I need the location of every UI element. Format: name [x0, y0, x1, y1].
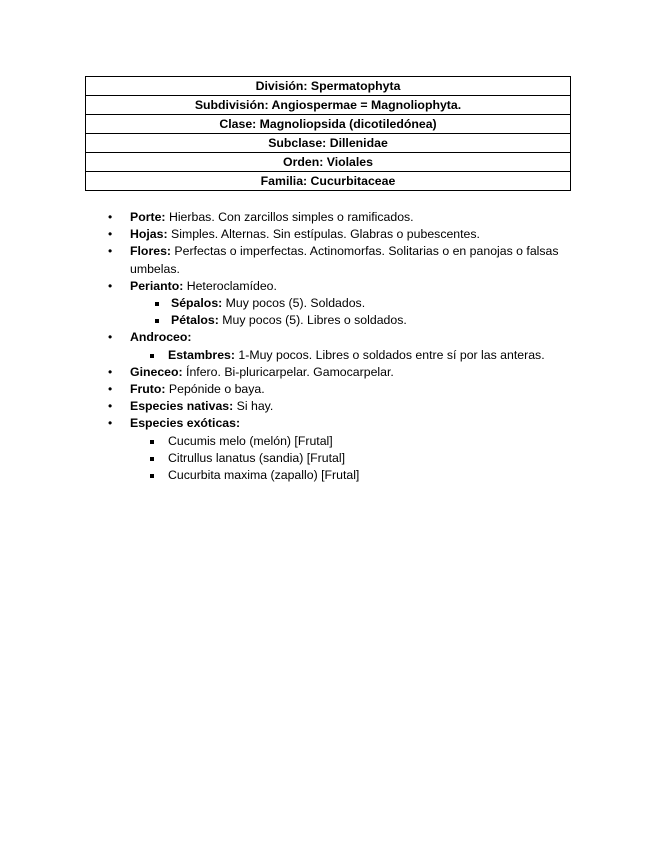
item-text: Muy pocos (5). Soldados. — [222, 296, 366, 311]
item-label: Perianto: — [130, 278, 184, 293]
taxonomy-subdivision: Subdivisión: Angiospermae = Magnoliophyta. — [86, 96, 571, 115]
taxonomy-division: División: Spermatophyta — [86, 77, 571, 96]
list-item-hojas — [108, 226, 578, 243]
item-label: Sépalos: — [171, 296, 223, 311]
item-text: Ínfero. Bi-pluricarpelar. Gamocarpelar. — [182, 364, 394, 379]
item-label: Flores: — [130, 244, 171, 259]
square-bullet-icon — [155, 319, 159, 323]
item-text: Heteroclamídeo. — [183, 278, 277, 293]
taxonomy-class: Clase: Magnoliopsida (dicotiledónea) — [86, 115, 571, 134]
square-bullet-icon — [150, 440, 154, 444]
sub-item-sepalos — [108, 295, 578, 312]
bullet-icon: • — [108, 227, 113, 242]
species-name: Cucurbita maxima (zapallo) [Frutal] — [168, 468, 360, 483]
item-text: Si hay. — [233, 399, 274, 414]
item-text: Simples. Alternas. Sin estípulas. Glabras o pubescentes. — [167, 227, 480, 242]
bullet-icon: • — [108, 399, 113, 414]
list-item-porte — [108, 209, 578, 226]
square-bullet-icon — [150, 457, 154, 461]
taxonomy-row — [86, 153, 571, 172]
taxonomy-order: Orden: Violales — [86, 153, 571, 172]
item-label: Fruto: — [130, 382, 166, 397]
list-item-flores — [108, 243, 578, 277]
item-label: Especies exóticas: — [130, 416, 241, 431]
item-text: Hierbas. Con zarcillos simples o ramificados. — [165, 210, 414, 224]
square-bullet-icon — [150, 474, 154, 478]
list-item-androceo — [108, 329, 578, 346]
taxonomy-row — [86, 134, 571, 153]
bullet-icon: • — [108, 364, 113, 379]
taxonomy-subclass: Subclase: Dillenidae — [86, 134, 571, 153]
description-list — [108, 209, 578, 484]
item-text: Perfectas o imperfectas. Actinomorfas. Solitarias o en panojas o falsas umbelas. — [130, 244, 559, 276]
bullet-icon: • — [108, 244, 113, 259]
item-label: Pétalos: — [171, 313, 219, 328]
taxonomy-row — [86, 77, 571, 96]
item-label: Porte: — [130, 210, 166, 224]
bullet-icon: • — [108, 210, 113, 224]
item-label: Hojas: — [130, 227, 168, 242]
bullet-icon: • — [108, 278, 113, 293]
list-item-gineceo — [108, 364, 578, 381]
list-item-especies-nativas — [108, 398, 578, 415]
item-label: Especies nativas: — [130, 399, 234, 414]
item-text: 1-Muy pocos. Libres o soldados entre sí por las anteras. — [234, 347, 545, 362]
species-list-item — [108, 450, 578, 467]
species-list-item — [108, 467, 578, 484]
species-name: Citrullus lanatus (sandia) [Frutal] — [168, 450, 346, 465]
taxonomy-family: Familia: Cucurbitaceae — [86, 172, 571, 191]
square-bullet-icon — [155, 302, 159, 306]
list-item-fruto — [108, 381, 578, 398]
item-label: Androceo: — [130, 330, 192, 345]
item-label: Gineceo: — [130, 364, 183, 379]
taxonomy-row — [86, 115, 571, 134]
square-bullet-icon — [150, 354, 154, 358]
bullet-icon: • — [108, 382, 113, 397]
bullet-icon: • — [108, 416, 113, 431]
taxonomy-row — [86, 172, 571, 191]
species-list-item — [108, 433, 578, 450]
item-text: Muy pocos (5). Libres o soldados. — [218, 313, 407, 328]
list-item-especies-exoticas — [108, 415, 578, 432]
bullet-icon: • — [108, 330, 113, 345]
list-item-perianto — [108, 278, 578, 295]
sub-item-petalos — [108, 312, 578, 329]
item-label: Estambres: — [168, 347, 235, 362]
taxonomy-row — [86, 96, 571, 115]
species-name: Cucumis melo (melón) [Frutal] — [168, 433, 333, 448]
sub-item-estambres — [108, 347, 578, 364]
taxonomy-table — [85, 76, 571, 191]
item-text: Pepónide o baya. — [165, 382, 265, 397]
